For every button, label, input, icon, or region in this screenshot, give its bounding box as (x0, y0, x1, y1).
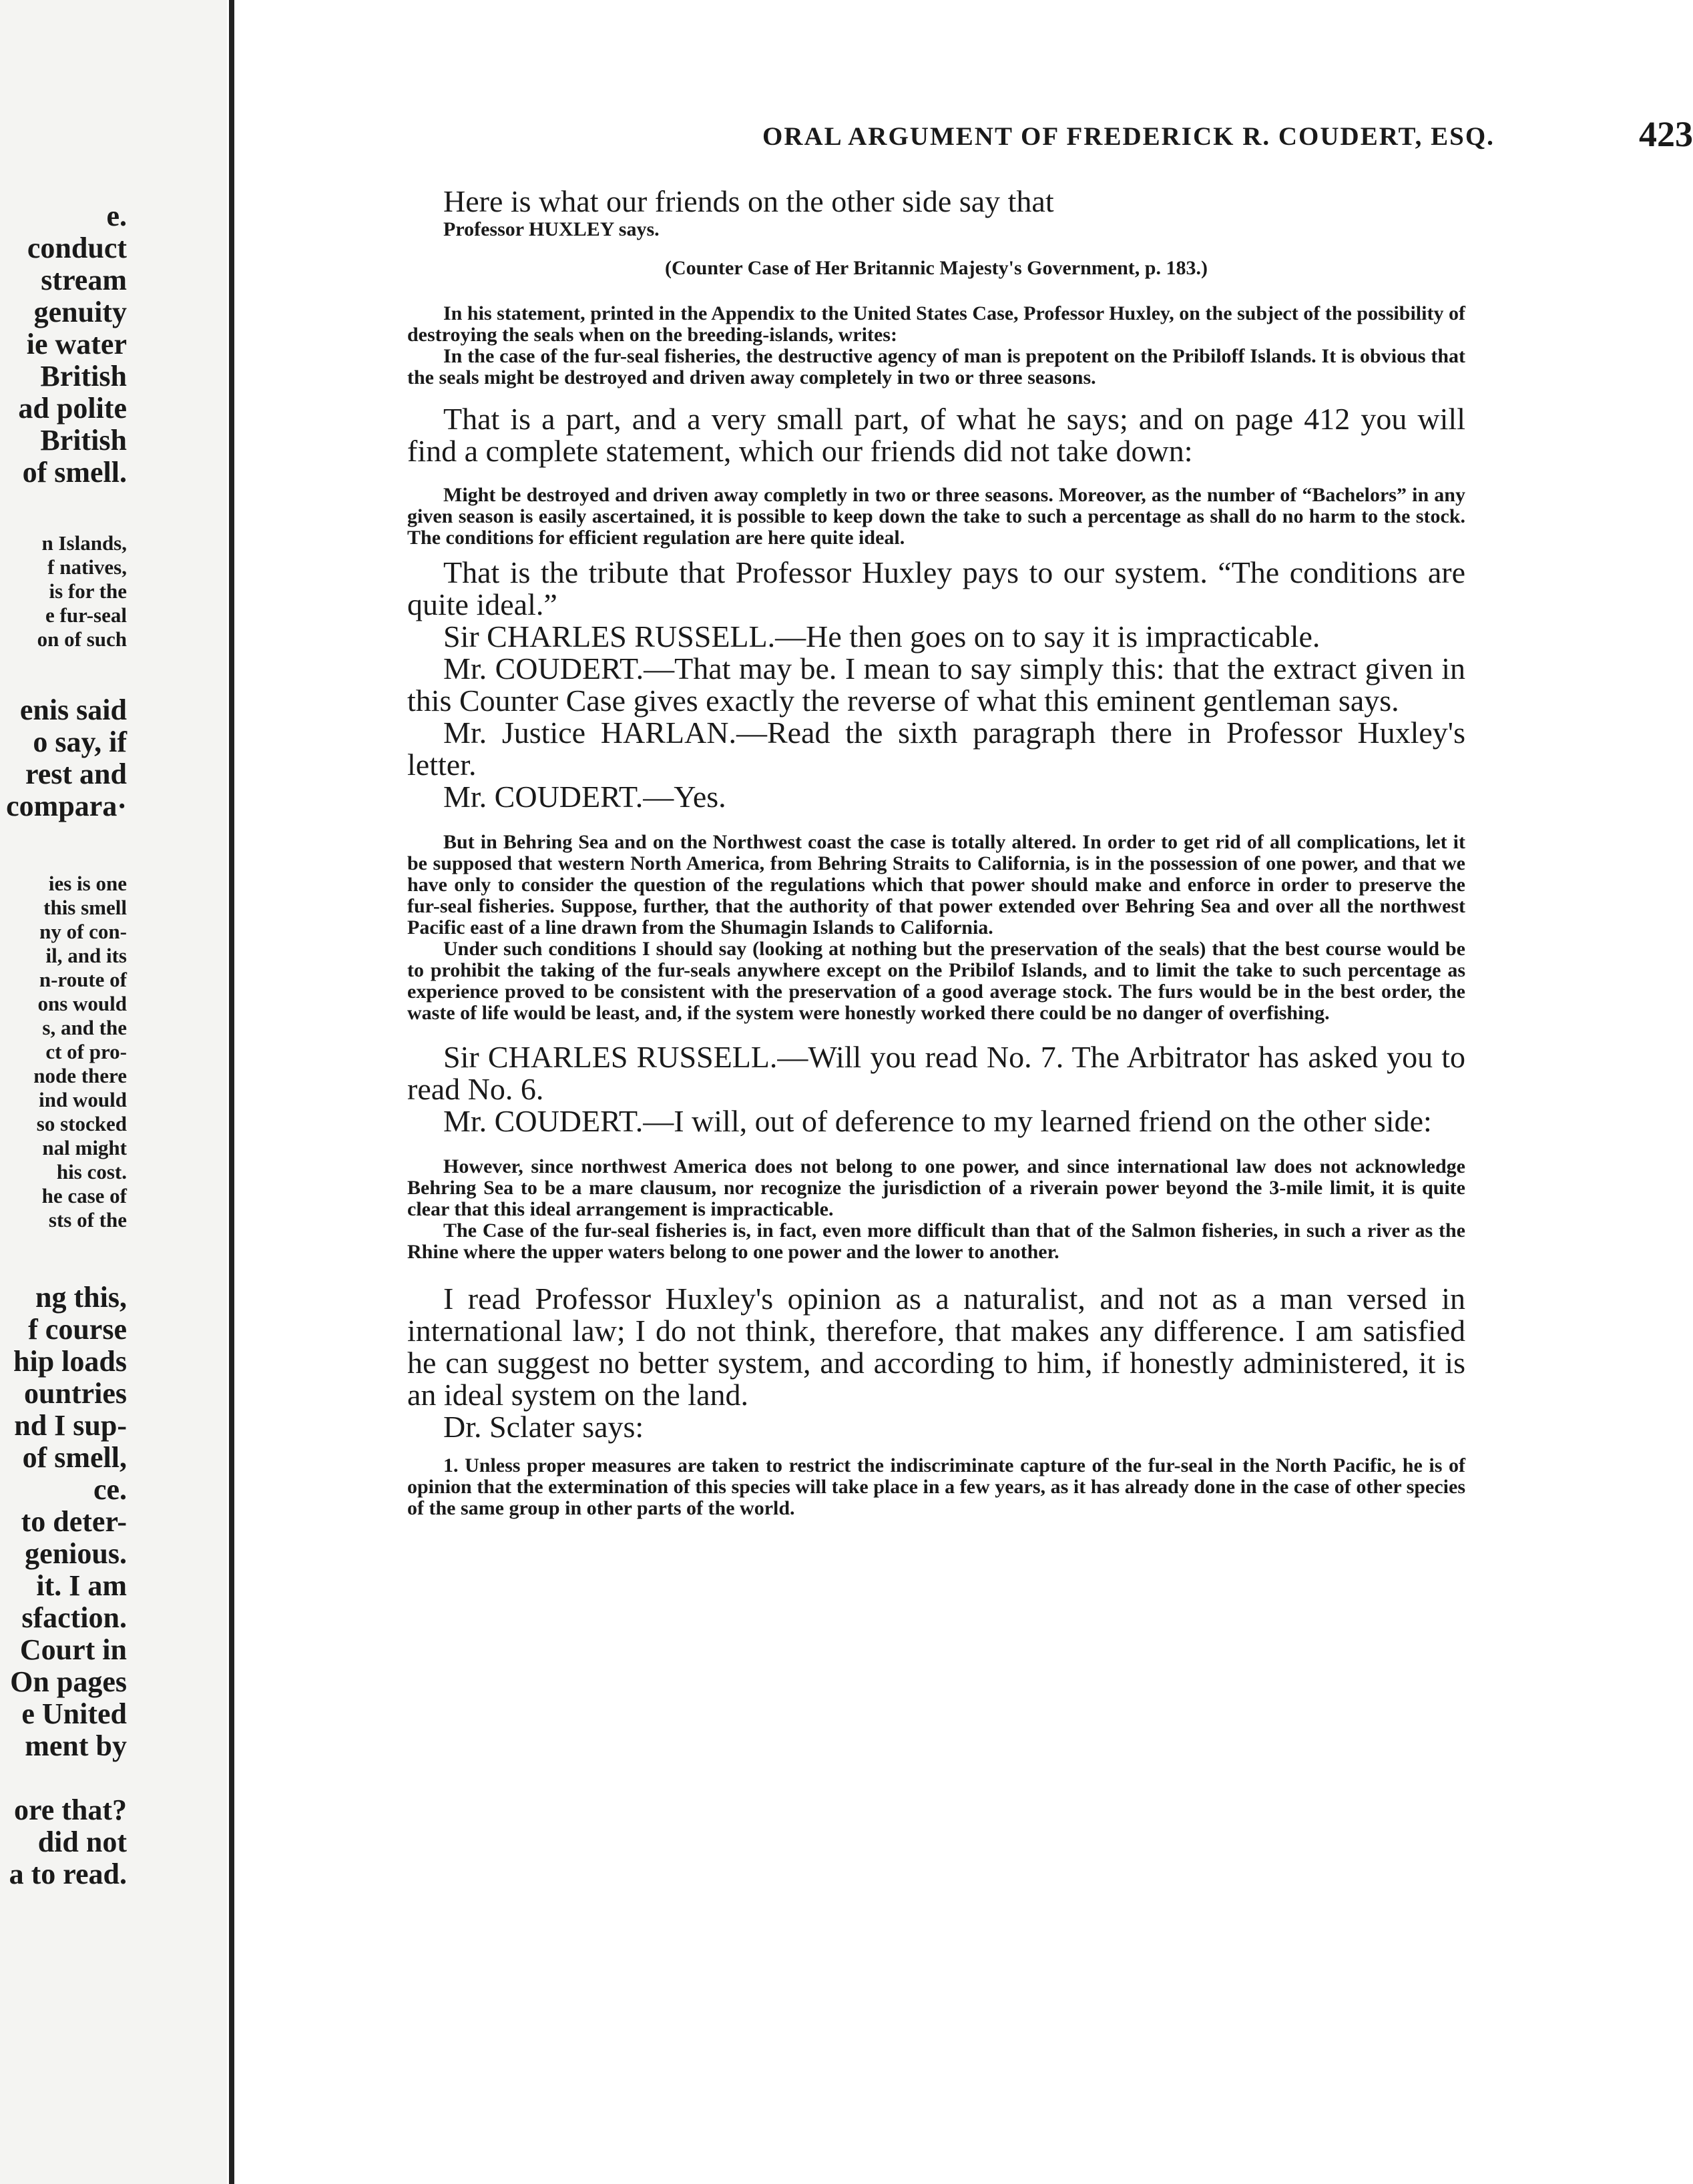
facing-page-line: e fur-seal (45, 603, 127, 627)
facing-page-line: On pages (10, 1665, 127, 1698)
quoted-extract: In the case of the fur-seal fisheries, the destructive agency of man is prepotent on the Pribiloff Islands. It is obvious that the seals might be destroyed and driven away completely in two or three seasons. (407, 345, 1465, 388)
body-paragraph: That is a part, and a very small part, of what he says; and on page 412 you will find a complete statement, which our friends did not take down: (407, 402, 1465, 468)
facing-page-line: is for the (49, 579, 127, 603)
facing-page-line: ore that? (13, 1794, 127, 1826)
facing-page-line: o say, if (33, 726, 127, 758)
facing-page-line: Court in (19, 1633, 127, 1666)
quoted-extract: Professor HUXLEY says. (443, 218, 660, 240)
facing-page-line: n-route of (39, 968, 127, 991)
facing-page-line: sts of the (48, 1208, 127, 1232)
facing-page-line: genious. (25, 1537, 127, 1570)
quoted-extract: Under such conditions I should say (looking at nothing but the preservation of the seals) that the best course would be to prohibit the taking of the fur-seals anywhere except on the Pribilof Islands, and to limit the take to such percentage as experience proved to be consistent with the preservation of a good average stock. The furs would be in the best order, the waste of life would be least, and, if the system were honestly worked there could be no danger of overfishing. (407, 938, 1465, 1024)
facing-page-fragment (0, 0, 227, 2184)
facing-page-line: it. I am (36, 1569, 127, 1602)
facing-page-line: ies is one (48, 872, 127, 895)
facing-page-line: ce. (93, 1473, 127, 1506)
facing-page-line: he case of (41, 1184, 127, 1207)
quoted-extract: However, since northwest America does not belong to one power, and since international law does not acknowledge Behring Sea to be a mare clausum, nor recognize the jurisdiction of a riverain power beyond the 3-mile limit, it is quite clear that this ideal arrangement is impracticable. (407, 1155, 1465, 1220)
facing-page-line: stream (41, 264, 127, 296)
quoted-extract: Might be destroyed and driven away completly in two or three seasons. Moreover, as the number of “Bachelors” in any given season is easily ascertained, it is possible to keep down the take to such a percentage as shall do no harm to the stock. The conditions for efficient regulation are here quite ideal. (407, 484, 1465, 549)
facing-page-line: a to read. (9, 1858, 127, 1890)
facing-page-line: rest and (25, 758, 127, 790)
page-number: 423 (1639, 114, 1693, 154)
facing-page-line: e. (106, 200, 127, 232)
facing-page-line: of smell. (22, 456, 127, 489)
facing-page-line: sfaction. (21, 1601, 127, 1634)
facing-page-line: ons would (37, 992, 127, 1015)
body-paragraph: Here is what our friends on the other side say that (443, 184, 1054, 218)
quoted-extract: (Counter Case of Her Britannic Majesty's Government, p. 183.) (665, 257, 1208, 279)
facing-page-line: nal might (42, 1136, 127, 1159)
facing-page-line: e United (21, 1697, 127, 1730)
facing-page-line: ny of con- (39, 920, 127, 943)
facing-page-line: nd I sup- (14, 1409, 127, 1442)
body-paragraph: Mr. Justice HARLAN.—Read the sixth paragraph there in Professor Huxley's letter. (407, 716, 1465, 782)
facing-page-line: British (40, 424, 127, 457)
facing-page-line: compara· (6, 790, 127, 822)
body-paragraph: Mr. COUDERT.—I will, out of deference to my learned friend on the other side: (443, 1104, 1432, 1138)
facing-page-line: his cost. (56, 1160, 127, 1183)
facing-page-line: n Islands, (41, 531, 127, 555)
facing-page-line: British (40, 360, 127, 392)
facing-page-line: genuity (33, 296, 127, 328)
facing-page-line: hip loads (13, 1345, 127, 1378)
facing-page-line: ct of pro- (45, 1040, 127, 1063)
facing-page-line: ie water (26, 328, 127, 360)
body-paragraph: That is the tribute that Professor Huxley pays to our system. “The conditions are quite ideal.” (407, 555, 1465, 621)
running-head: ORAL ARGUMENT OF FREDERICK R. COUDERT, ESQ. (762, 122, 1495, 151)
quoted-extract: In his statement, printed in the Appendix to the United States Case, Professor Huxley, on the subject of the possibility of destroying the seals when on the breeding-islands, writes: (407, 302, 1465, 346)
facing-page-line: ind would (39, 1088, 127, 1111)
facing-page-line: so stocked (36, 1112, 127, 1135)
facing-page-line: il, and its (45, 944, 127, 967)
body-paragraph: Sir CHARLES RUSSELL.—He then goes on to say it is impracticable. (443, 619, 1320, 653)
body-paragraph: Mr. COUDERT.—That may be. I mean to say simply this: that the extract given in this Counter Case gives exactly the reverse of what this eminent gentleman says. (407, 651, 1465, 718)
facing-page-line: did not (37, 1826, 127, 1858)
quoted-extract: 1. Unless proper measures are taken to restrict the indiscriminate capture of the fur-seal in the North Pacific, he is of opinion that the extermination of this species will take place in a few years, as it has already done in the case of other species of the same group in other parts of the world. (407, 1454, 1465, 1519)
facing-page-line: conduct (27, 232, 127, 264)
page-gutter (229, 0, 234, 2184)
facing-page-line: this smell (43, 896, 127, 919)
facing-page-line: ng this, (35, 1281, 127, 1314)
quoted-extract: The Case of the fur-seal fisheries is, in fact, even more difficult than that of the Salmon fisheries, in such a river as the Rhine where the upper waters belong to one power and the lower to another. (407, 1219, 1465, 1263)
facing-page-line: on of such (37, 627, 127, 651)
facing-page-line: enis said (19, 694, 127, 726)
body-paragraph: Mr. COUDERT.—Yes. (443, 780, 726, 814)
facing-page-line: to deter- (21, 1505, 127, 1538)
facing-page-line: s, and the (42, 1016, 127, 1039)
facing-page-line: ountries (24, 1377, 127, 1410)
page-body (407, 186, 1465, 1519)
quoted-extract: But in Behring Sea and on the Northwest coast the case is totally altered. In order to get rid of all complications, let it be supposed that western North America, from Behring Straits to California, is in the possession of one power, and that we have only to consider the question of the regulations which that power should make and enforce in order to preserve the fur-seal fisheries. Suppose, further, that the authority of that power extended over Behring Sea and over all the northwest Pacific east of a line drawn from the Shumagin Islands to California. (407, 831, 1465, 938)
facing-page-line: of smell, (22, 1441, 127, 1474)
facing-page-line: f course (28, 1313, 127, 1346)
facing-page-line: ment by (25, 1729, 127, 1762)
facing-page-line: ad polite (18, 392, 127, 425)
body-paragraph: I read Professor Huxley's opinion as a naturalist, and not as a man versed in international law; I do not think, therefore, that makes any difference. I am satisfied he can suggest no better system, and according to him, if honestly administered, it is an ideal system on the land. (407, 1282, 1465, 1412)
facing-page-line: node there (33, 1064, 127, 1087)
facing-page-line: f natives, (47, 555, 127, 579)
body-paragraph: Sir CHARLES RUSSELL.—Will you read No. 7. The Arbitrator has asked you to read No. 6. (407, 1040, 1465, 1106)
body-paragraph: Dr. Sclater says: (443, 1410, 644, 1444)
